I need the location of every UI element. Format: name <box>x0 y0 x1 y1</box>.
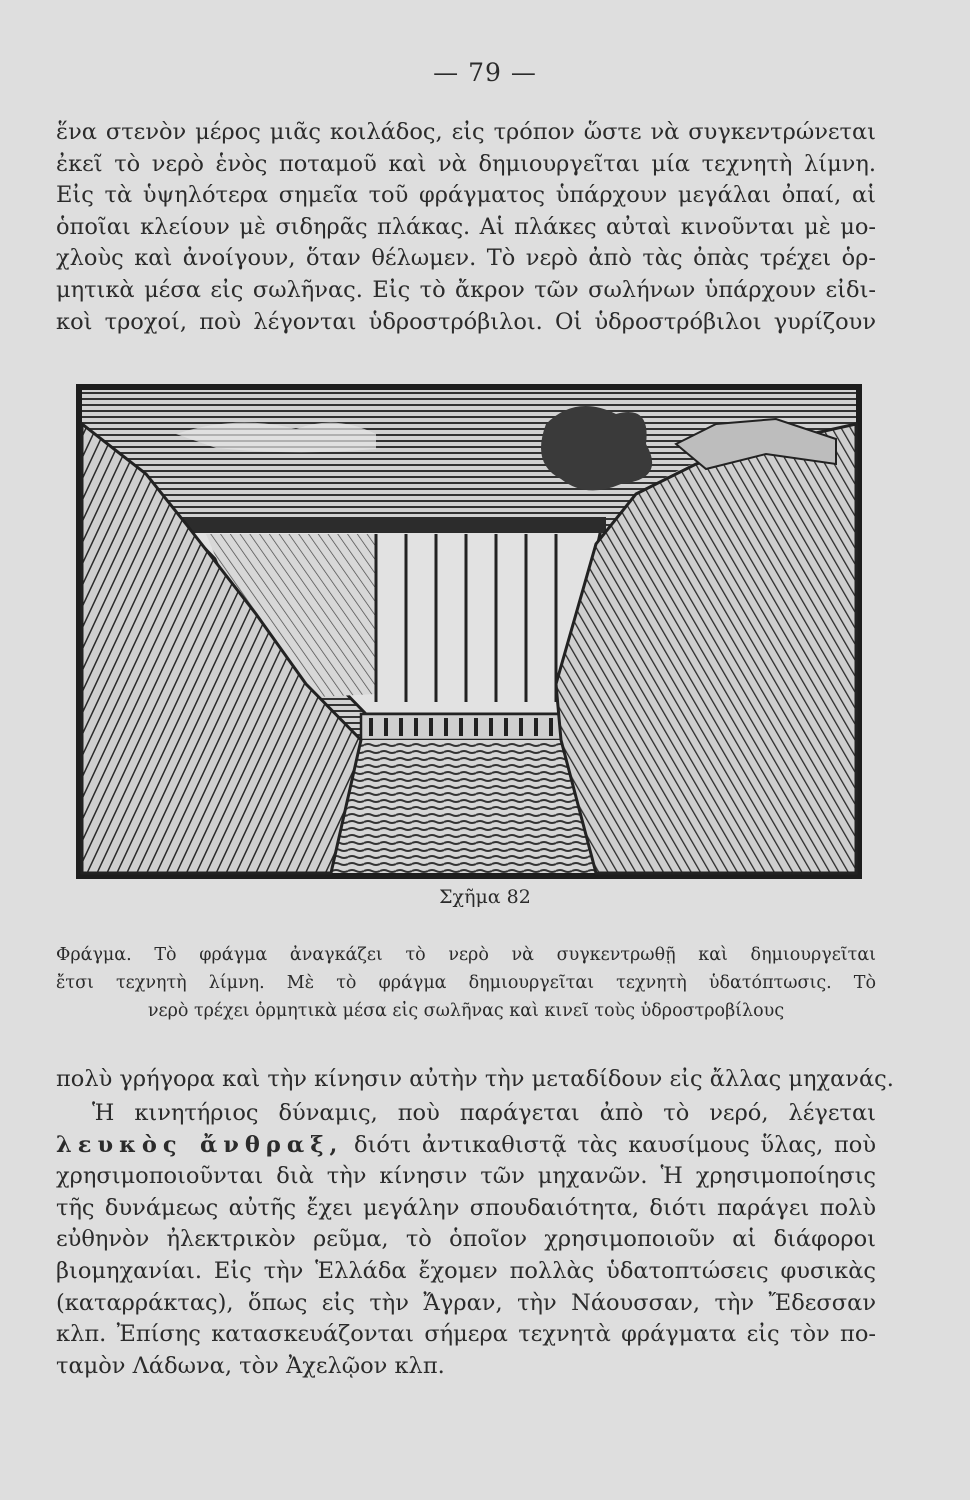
text-line: χλοὺς καὶ ἀνοίγουν, ὅταν θέλωμεν. Τὸ νερὸ ἀπὸ τὰς ὀπὰς τρέχει ὁρ- <box>56 245 876 272</box>
paragraph-bottom <box>56 1098 876 1382</box>
text-line: Εἰς τὰ ὑψηλότερα σημεῖα τοῦ φράγματος ὑπάρχουν μεγάλαι ὀπαί, αἱ <box>56 182 876 209</box>
text-line: (καταρράκτας), ὅπως εἰς τὴν Ἄγραν, τὴν Νάουσσαν, τὴν Ἔδεσσαν <box>56 1289 876 1316</box>
caption-line: νερὸ τρέχει ὁρμητικὰ μέσα εἰς σωλῆνας καὶ κινεῖ τοὺς ὑδροστροβίλους <box>147 1001 785 1021</box>
text-line: εὐθηνὸν ἠλεκτρικὸν ρεῦμα, τὸ ὁποῖον χρησιμοποιοῦν αἱ διάφοροι <box>56 1226 876 1253</box>
dam-illustration <box>76 384 862 879</box>
paragraph-continued <box>56 1064 894 1096</box>
text-line: κοὶ τροχοί, ποὺ λέγονται ὑδροστρόβιλοι. Οἱ ὑδροστρόβιλοι γυρίζουν <box>56 308 876 335</box>
text-line: πολὺ γρήγορα καὶ τὴν κίνησιν αὐτὴν τὴν μεταδίδουν εἰς ἄλλας μηχανάς. <box>56 1066 894 1092</box>
figure-caption <box>56 941 876 1025</box>
text-fragment: διότι ἀντικαθιστᾷ τὰς καυσίμους ὕλας, ποὺ <box>343 1131 876 1158</box>
text-line: βιομηχανίαι. Εἰς τὴν Ἑλλάδα ἔχομεν πολλὰς ὑδατοπτώσεις φυσικὰς <box>56 1257 876 1284</box>
text-line: ἕνα στενὸν μέρος μιᾶς κοιλάδος, εἰς τρόπον ὥστε νὰ συγκεντρώνεται <box>56 119 876 145</box>
text-line: ταμὸν Λάδωνα, τὸν Ἀχελῷον κλπ. <box>56 1352 445 1379</box>
text-line: Ἡ κινητήριος δύναμις, ποὺ παράγεται ἀπὸ τὸ νερό, λέγεται <box>92 1100 876 1126</box>
page-number: — 79 — <box>433 58 537 87</box>
text-line: χρησιμοποιοῦνται διὰ τὴν κίνησιν τῶν μηχανῶν. Ἡ χρησιμοποίησις <box>56 1163 876 1190</box>
text-line: ὁποῖαι κλείουν μὲ σιδηρᾶς πλάκας. Αἱ πλάκες αὐταὶ κινοῦνται μὲ μο- <box>56 213 876 240</box>
figure-label: Σχῆμα 82 <box>439 886 531 908</box>
text-line: μητικὰ μέσα εἰς σωλῆνας. Εἰς τὸ ἄκρον τῶν σωλήνων ὑπάρχουν εἰδι- <box>56 276 876 303</box>
text-line: τῆς δυνάμεως αὐτῆς ἔχει μεγάλην σπουδαιότητα, διότι παράγει πολὺ <box>56 1194 876 1221</box>
text-line <box>56 1130 876 1162</box>
caption-line: ἔτσι τεχνητὴ λίμνη. Μὲ τὸ φράγμα δημιουργεῖται τεχνητὴ ὑδατόπτωσις. Τὸ <box>56 973 876 993</box>
text-line: κλπ. Ἐπίσης κατασκευάζονται σήμερα τεχνητὰ φράγματα εἰς τὸν πο- <box>56 1321 876 1348</box>
caption-line: Φράγμα. Τὸ φράγμα ἀναγκάζει τὸ νερὸ νὰ συγκεντρωθῇ καὶ δημιουργεῖται <box>56 945 876 965</box>
text-line: ἐκεῖ τὸ νερὸ ἑνὸς ποταμοῦ καὶ νὰ δημιουργεῖται μία τεχνητὴ λίμνη. <box>56 150 876 177</box>
paragraph-top <box>56 117 876 338</box>
emphasized-term: λευκὸς ἄνθραξ, <box>56 1131 344 1158</box>
